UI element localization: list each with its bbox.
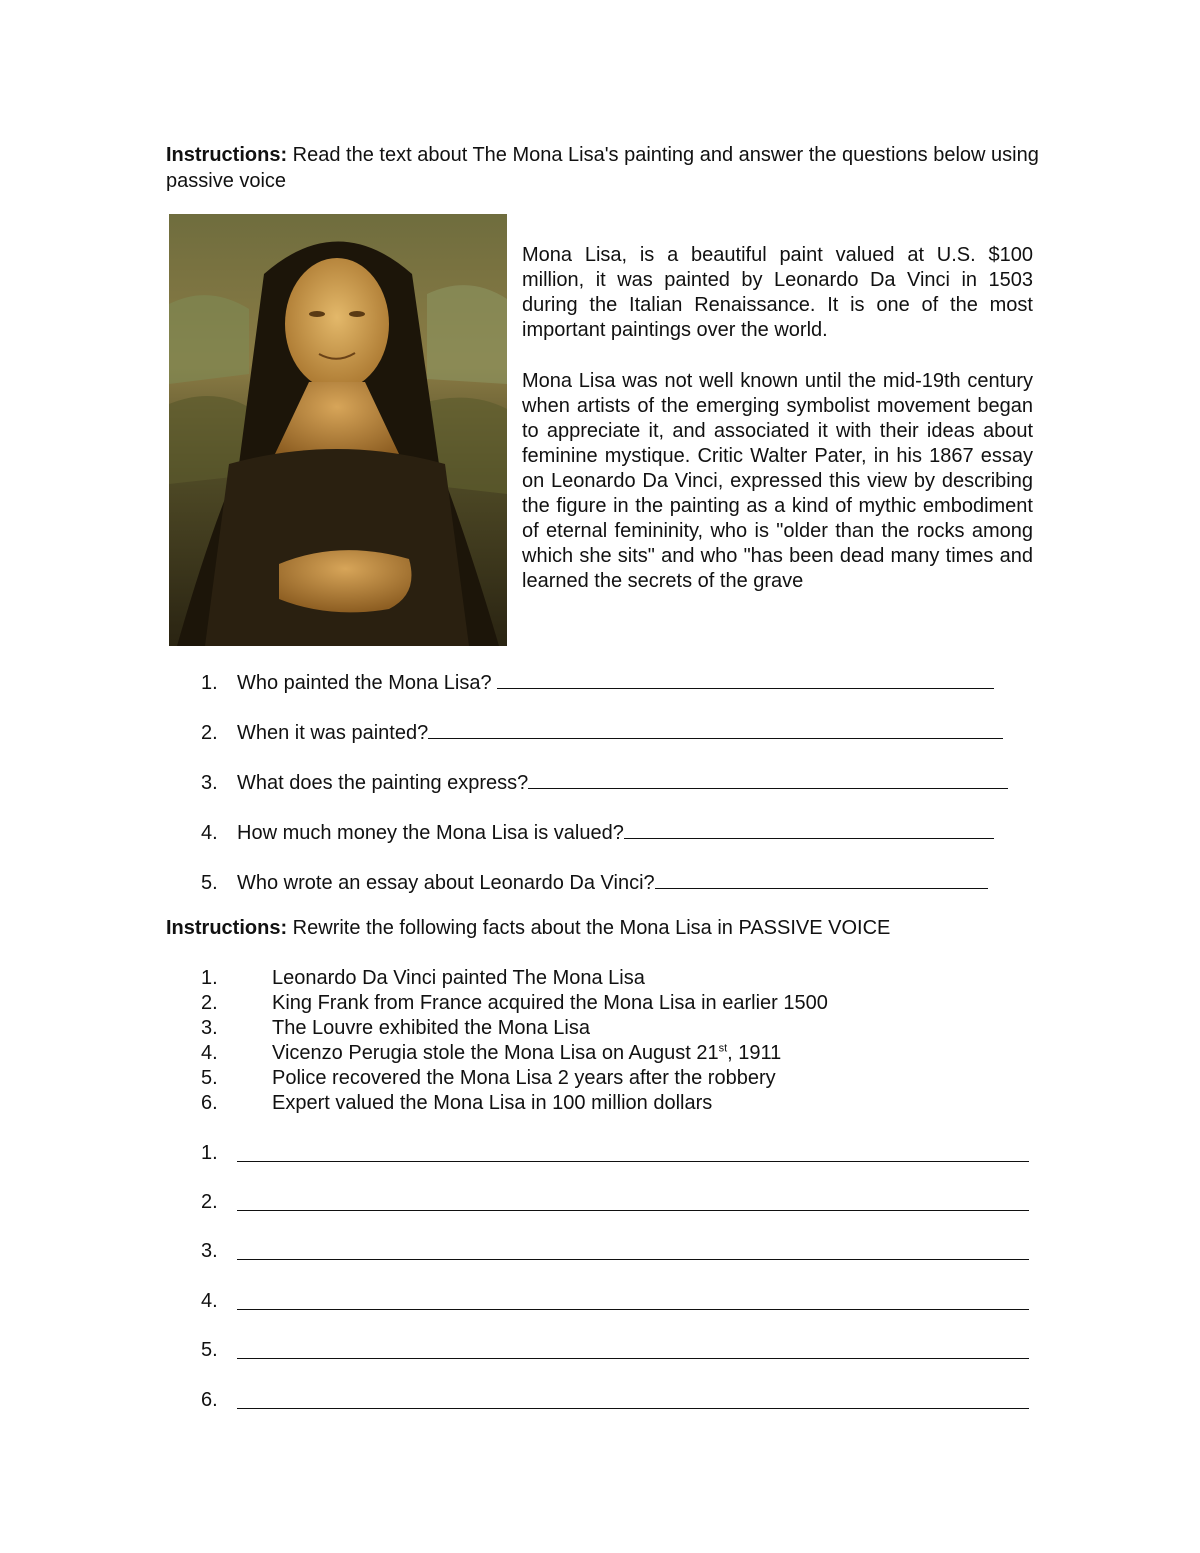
fact-number: 2. bbox=[201, 992, 218, 1014]
mona-lisa-image bbox=[169, 214, 507, 646]
fact-text: Expert valued the Mona Lisa in 100 million dollars bbox=[272, 1092, 713, 1114]
instructions-text: Read the text about The Mona Lisa's painting and answer the questions below using passive voice bbox=[166, 144, 1039, 192]
answer-line-5 bbox=[201, 1338, 1041, 1362]
passage-paragraph-2: Mona Lisa was not well known until the mid-19th century when artists of the emerging symbolist movement began to appreciate it, and associated it with their ideas about feminine mystique. Critic Walter Pater, in his 1867 essay on Leonardo Da Vinci, expressed this view by describing the figure in the painting as a kind of mythic embodiment of eternal femininity, who is "older than the rocks among which she sits" and who "has been dead many times and learned the secrets of the grave bbox=[522, 370, 1033, 592]
answer-blank[interactable] bbox=[497, 668, 994, 689]
answer-number: 1. bbox=[201, 1142, 218, 1164]
answer-blank[interactable] bbox=[624, 818, 994, 839]
question-4 bbox=[201, 818, 1041, 845]
question-number: 5. bbox=[201, 872, 218, 894]
fact-number: 5. bbox=[201, 1067, 218, 1089]
fact-1 bbox=[201, 966, 645, 990]
instructions-2 bbox=[166, 916, 890, 940]
answer-line-4 bbox=[201, 1289, 1041, 1313]
fact-5 bbox=[201, 1066, 776, 1090]
fact-text: Vicenzo Perugia stole the Mona Lisa on August 21 bbox=[272, 1042, 719, 1064]
fact-number: 6. bbox=[201, 1092, 218, 1114]
question-text: When it was painted? bbox=[237, 722, 429, 744]
passage-paragraph-1: Mona Lisa, is a beautiful paint valued at U.S. $100 million, it was painted by Leonardo Da Vinci in 1503 during the Italian Renaissance. It is one of the most important paintings over the world. bbox=[522, 244, 1033, 341]
fact-superscript: st bbox=[718, 1042, 728, 1055]
answer-blank[interactable] bbox=[528, 768, 1008, 789]
fact-number: 1. bbox=[201, 967, 218, 989]
instructions-label: Instructions: bbox=[166, 917, 288, 939]
question-number: 2. bbox=[201, 722, 218, 744]
fact-4 bbox=[201, 1041, 781, 1065]
answer-blank[interactable] bbox=[237, 1239, 1029, 1260]
fact-text: Leonardo Da Vinci painted The Mona Lisa bbox=[272, 967, 645, 989]
answer-line-3 bbox=[201, 1239, 1041, 1263]
question-text: How much money the Mona Lisa is valued? bbox=[237, 822, 624, 844]
answer-number: 4. bbox=[201, 1290, 218, 1312]
answer-line-2 bbox=[201, 1190, 1041, 1214]
answer-number: 6. bbox=[201, 1389, 218, 1411]
fact-text: The Louvre exhibited the Mona Lisa bbox=[272, 1017, 590, 1039]
answer-blank[interactable] bbox=[237, 1388, 1029, 1409]
fact-number: 3. bbox=[201, 1017, 218, 1039]
fact-number: 4. bbox=[201, 1042, 218, 1064]
instructions-label: Instructions: bbox=[166, 144, 288, 166]
question-5 bbox=[201, 868, 1041, 895]
answer-blank[interactable] bbox=[428, 718, 1003, 739]
fact-text-tail: , 1911 bbox=[727, 1042, 782, 1064]
reading-passage bbox=[522, 243, 1033, 594]
answer-number: 5. bbox=[201, 1339, 218, 1361]
answer-blank[interactable] bbox=[237, 1190, 1029, 1211]
question-3 bbox=[201, 768, 1041, 795]
answer-line-6 bbox=[201, 1388, 1041, 1412]
question-text: What does the painting express? bbox=[237, 772, 529, 794]
answer-number: 2. bbox=[201, 1191, 218, 1213]
answer-number: 3. bbox=[201, 1240, 218, 1262]
question-2 bbox=[201, 718, 1041, 745]
answer-blank[interactable] bbox=[655, 868, 988, 889]
question-number: 4. bbox=[201, 822, 218, 844]
answer-blank[interactable] bbox=[237, 1141, 1029, 1162]
fact-text: King Frank from France acquired the Mona Lisa in earlier 1500 bbox=[272, 992, 828, 1014]
fact-2 bbox=[201, 991, 828, 1015]
question-1 bbox=[201, 668, 1041, 695]
fact-text: Police recovered the Mona Lisa 2 years after the robbery bbox=[272, 1067, 776, 1089]
answer-blank[interactable] bbox=[237, 1289, 1029, 1310]
fact-6 bbox=[201, 1091, 712, 1115]
question-text: Who wrote an essay about Leonardo Da Vinci? bbox=[237, 872, 655, 894]
fact-3 bbox=[201, 1016, 590, 1040]
answer-line-1 bbox=[201, 1141, 1041, 1165]
answer-blank[interactable] bbox=[237, 1338, 1029, 1359]
question-text: Who painted the Mona Lisa? bbox=[237, 672, 498, 694]
instructions-text: Rewrite the following facts about the Mona Lisa in PASSIVE VOICE bbox=[287, 917, 891, 939]
instructions-1 bbox=[166, 142, 1046, 194]
question-number: 1. bbox=[201, 672, 218, 694]
question-number: 3. bbox=[201, 772, 218, 794]
